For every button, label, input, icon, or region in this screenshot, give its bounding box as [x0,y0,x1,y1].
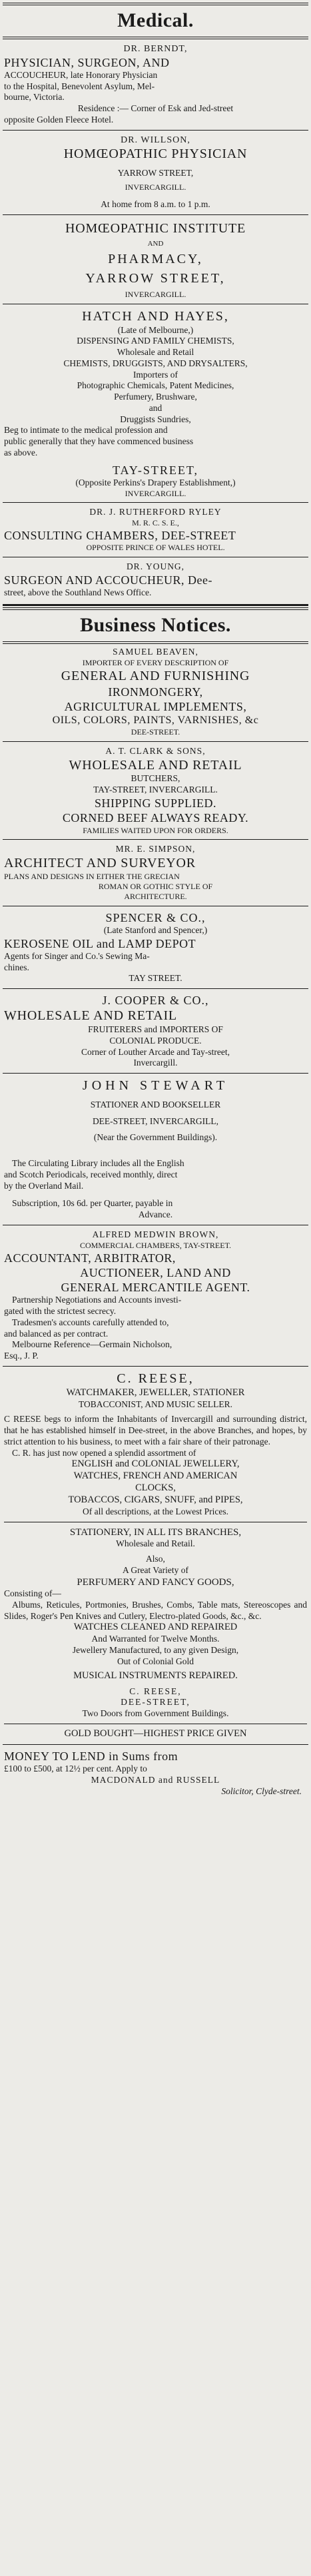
heading-rule [3,641,308,644]
advert-text: Melbourne Reference—Germain Nicholson, [12,1339,172,1350]
advert-name: DR. BERNDT, [123,44,188,55]
advert-text: ARCHITECTURE. [124,891,187,901]
advert-headline: HOMŒOPATHIC PHYSICIAN [63,146,248,161]
advert-text: street, above the Southland News Office. [4,587,152,598]
advert-headline: SURGEON AND ACCOUCHEUR, Dee- [4,573,213,587]
advert-text: MACDONALD and RUSSELL [91,1774,220,1785]
advert-text: Photographic Chemicals, Patent Medicines, [77,380,234,391]
advert-text: Wholesale and Retail [117,347,194,358]
advert-text: chines. [4,962,29,972]
advert-headline: MONEY TO LEND in Sums from [4,1749,178,1763]
business-heading: Business Notices. [80,614,231,637]
advert-text: (Opposite Perkins's Drapery Establishment,) [75,477,236,487]
advert-name: ALFRED MEDWIN BROWN, [92,1229,219,1239]
advert-headline: MUSICAL INSTRUMENTS REPAIRED. [73,1670,238,1681]
advert-headline: JOHN STEWART [82,1078,229,1094]
advert-text: STATIONER AND BOOKSELLER [90,1100,221,1110]
advert-text: Solicitor, Clyde-street. [221,1785,302,1796]
advert-headline: WATCHES, FRENCH AND AMERICAN [73,1470,238,1482]
advert-text: ROMAN OR GOTHIC STYLE OF [98,881,213,891]
advert-text: INVERCARGILL. [125,182,186,192]
advert-text: and [149,402,162,413]
advert-text: £100 to £500, at 12½ per cent. Apply to [4,1764,147,1774]
advert-text: And Warranted for Twelve Months. [91,1634,220,1644]
divider [3,839,308,840]
advert-hatch-hayes [3,308,308,499]
advert-text: and balanced as per contract. [4,1328,109,1339]
advert-stewart [3,1078,308,1221]
advert-text: Importers of [133,369,178,380]
advert-young [3,561,308,599]
advert-text: DISPENSING AND FAMILY CHEMISTS, [77,336,234,346]
advert-text: Also, [146,1554,165,1564]
heading-rule [3,37,308,39]
advert-text: Beg to intimate to the medical profession and [4,425,168,436]
divider [3,502,308,503]
advert-headline: ACCOUNTANT, ARBITRATOR, [4,1251,176,1265]
advert-paragraph: C REESE begs to inform the Inhabitants of Invercargill and surrounding district, that he has established himself in Dee-street, in the above Branches, and hopes, by strict attention to his business, to meet with a fair share of their patronage. [4,1414,307,1447]
advert-text: bourne, Victoria. [4,92,65,103]
advert-text: (Near the Government Buildings). [93,1132,218,1143]
advert-text: DEE-STREET. [131,727,180,737]
divider [3,1366,308,1367]
advert-text: Wholesale and Retail. [116,1538,195,1549]
advert-text: TOBACCONIST, AND MUSIC SELLER. [79,1399,232,1409]
advert-text: FAMILIES WAITED UPON FOR ORDERS. [83,825,228,835]
advert-headline: CONSULTING CHAMBERS, DEE-STREET [4,529,236,543]
advert-brown [3,1229,308,1362]
advert-text: Perfumery, Brushware, [114,392,197,402]
advert-text: TAY STREET. [129,973,182,984]
advert-clark [3,746,308,836]
advert-name: A. T. CLARK & SONS, [105,745,206,756]
advert-text: (Late of Melbourne,) [117,324,194,335]
divider [3,130,308,131]
advert-cooper [3,993,308,1069]
advert-text: (Late Stanford and Spencer,) [103,924,208,935]
divider [3,741,308,742]
advert-name: SAMUEL BEAVEN, [113,647,198,657]
advert-text: Corner of Louther Arcade and Tay-street, [81,1046,230,1057]
advert-headline: KEROSENE OIL and LAMP DEPOT [4,936,196,950]
advert-headline: ARCHITECT AND SURVEYOR [4,856,196,871]
advert-text: to the Hospital, Benevolent Asylum, Mel- [4,81,155,91]
advert-text: Agents for Singer and Co.'s Sewing Ma- [4,950,150,961]
advert-headline: SHIPPING SUPPLIED. [94,796,217,810]
advert-text: Of all descriptions, at the Lowest Prices. [83,1506,228,1517]
advert-berndt [3,43,308,125]
advert-reese [3,1371,308,1740]
advert-name: SPENCER & CO., [105,910,206,924]
advert-headline: AUCTIONEER, LAND AND [80,1265,231,1279]
advert-name: DR. YOUNG, [126,561,185,572]
divider [3,988,308,989]
advert-headline: CLOCKS, [135,1482,176,1494]
advert-willson [3,135,308,211]
advert-paragraph: Albums, Reticules, Portmonies, Brushes, Combs, Table mats, Stereoscopes and Slides, Roger's Pen Knives and Cutlery, Electro-plated Goods, &c., &c. [4,1600,307,1621]
advert-headline: GENERAL MERCANTILE AGENT. [61,1281,250,1295]
advert-text: opposite Golden Fleece Hotel. [4,114,114,125]
advert-headline: CORNED BEEF ALWAYS READY. [62,811,249,825]
advert-text: public generally that they have commenced business [4,436,194,447]
advert-name: DR. WILLSON, [121,135,190,145]
advert-headline: WATCHMAKER, JEWELLER, STATIONER [66,1387,245,1398]
advert-text: Two Doors from Government Buildings. [82,1708,229,1719]
advert-text: Druggists Sundries, [120,414,191,424]
advert-headline: HATCH AND HAYES, [82,308,229,324]
advert-headline: TOBACCOS, CIGARS, SNUFF, and PIPES, [68,1494,243,1506]
advert-headline: WHOLESALE AND RETAIL [4,1008,177,1024]
divider [3,1744,308,1745]
advert-headline: YARROW STREET, [85,271,226,286]
advert-text: Subscription, 10s 6d. per Quarter, payable in [12,1198,173,1209]
advert-headline: WHOLESALE AND RETAIL [69,757,242,773]
advert-text: Out of Colonial Gold [117,1656,194,1666]
advert-name: DR. J. RUTHERFORD RYLEY [89,507,222,517]
advert-text: Tradesmen's accounts carefully attended to, [12,1317,169,1327]
advert-beaven [3,647,308,737]
advert-text: Partnership Negotiations and Accounts investi- [12,1295,182,1305]
advert-text: OPPOSITE PRINCE OF WALES HOTEL. [86,543,225,553]
advert-text: gated with the strictest secrecy. [4,1306,117,1317]
advert-text: ACCOUCHEUR, late Honorary Physician [4,69,158,80]
advert-text: Esq., J. P. [4,1351,39,1361]
advert-money [3,1749,308,1797]
advert-simpson [3,844,308,901]
advert-text: At home from 8 a.m. to 1 p.m. [101,199,210,210]
advert-headline: PHYSICIAN, SURGEON, AND [4,55,170,69]
section-rule [3,604,308,606]
advert-spencer [3,910,308,985]
advert-headline: WATCHES CLEANED AND REPAIRED [73,1622,238,1633]
advert-headline: GENERAL AND FURNISHING [61,668,250,683]
advert-text: Residence :— Corner of Esk and Jed-street [77,103,234,114]
advert-text: PLANS AND DESIGNS IN EITHER THE GRECIAN [4,871,180,881]
advert-name: J. COOPER & CO., [102,994,209,1008]
advert-institute [3,220,308,300]
advert-text: and Scotch Periodicals, received monthly, direct [4,1169,178,1179]
advert-name: C. REESE, [117,1371,194,1386]
advert-text: A Great Variety of [122,1564,189,1575]
advert-ryley [3,507,308,553]
advert-text: by the Overland Mail. [4,1180,84,1191]
divider [3,214,308,215]
advert-text: INVERCARGILL. [125,290,186,300]
advert-text: COMMERCIAL CHAMBERS, TAY-STREET. [79,1240,232,1250]
advert-text: BUTCHERS, [131,773,180,784]
advert-text: DEE-STREET, [121,1697,190,1708]
advert-paragraph: C. R. has just now opened a splendid assortment of [12,1447,196,1458]
advert-text: INVERCARGILL. [125,488,186,498]
advert-text: Advance. [138,1209,173,1220]
advert-headline: PERFUMERY AND FANCY GOODS, [77,1576,234,1588]
advert-text: COLONIAL PRODUCE. [109,1036,202,1046]
advert-headline: AGRICULTURAL IMPLEMENTS, [64,699,247,713]
advert-text: Jewellery Manufactured, to any given Design, [72,1645,239,1656]
advert-text: M. R. C. S. E., [132,518,179,528]
advert-headline: PHARMACY, [108,252,203,267]
advert-headline: GOLD BOUGHT—HIGHEST PRICE GIVEN [64,1728,247,1739]
advert-text: DEE-STREET, INVERCARGILL, [92,1116,219,1126]
advert-text: The Circulating Library includes all the English [12,1158,184,1169]
advert-text: TAY-STREET, INVERCARGILL. [93,785,218,795]
advert-text: Invercargill. [133,1058,178,1068]
advert-text: as above. [4,447,38,458]
advert-name: MR. E. SIMPSON, [115,844,196,854]
advert-text: FRUITERERS and IMPORTERS OF [88,1024,223,1035]
advert-text: CHEMISTS, DRUGGISTS, AND DRYSALTERS, [63,358,248,368]
advert-text: C. REESE, [129,1686,182,1696]
advert-headline: HOMŒOPATHIC INSTITUTE [65,221,246,236]
medical-heading: Medical. [117,9,194,31]
advert-headline: OILS, COLORS, PAINTS, VARNISHES, &c [52,715,259,727]
advert-text: AND [147,239,164,248]
divider [3,1073,308,1074]
advert-text: YARROW STREET, [117,167,194,178]
advert-headline: TAY-STREET, [112,463,199,477]
advert-headline: IRONMONGERY, [108,685,203,699]
advert-headline: STATIONERY, IN ALL ITS BRANCHES, [69,1526,242,1538]
advert-headline: ENGLISH and COLONIAL JEWELLERY, [71,1458,240,1470]
advert-text: IMPORTER OF EVERY DESCRIPTION OF [82,657,229,667]
advert-text: Consisting of— [4,1588,61,1599]
